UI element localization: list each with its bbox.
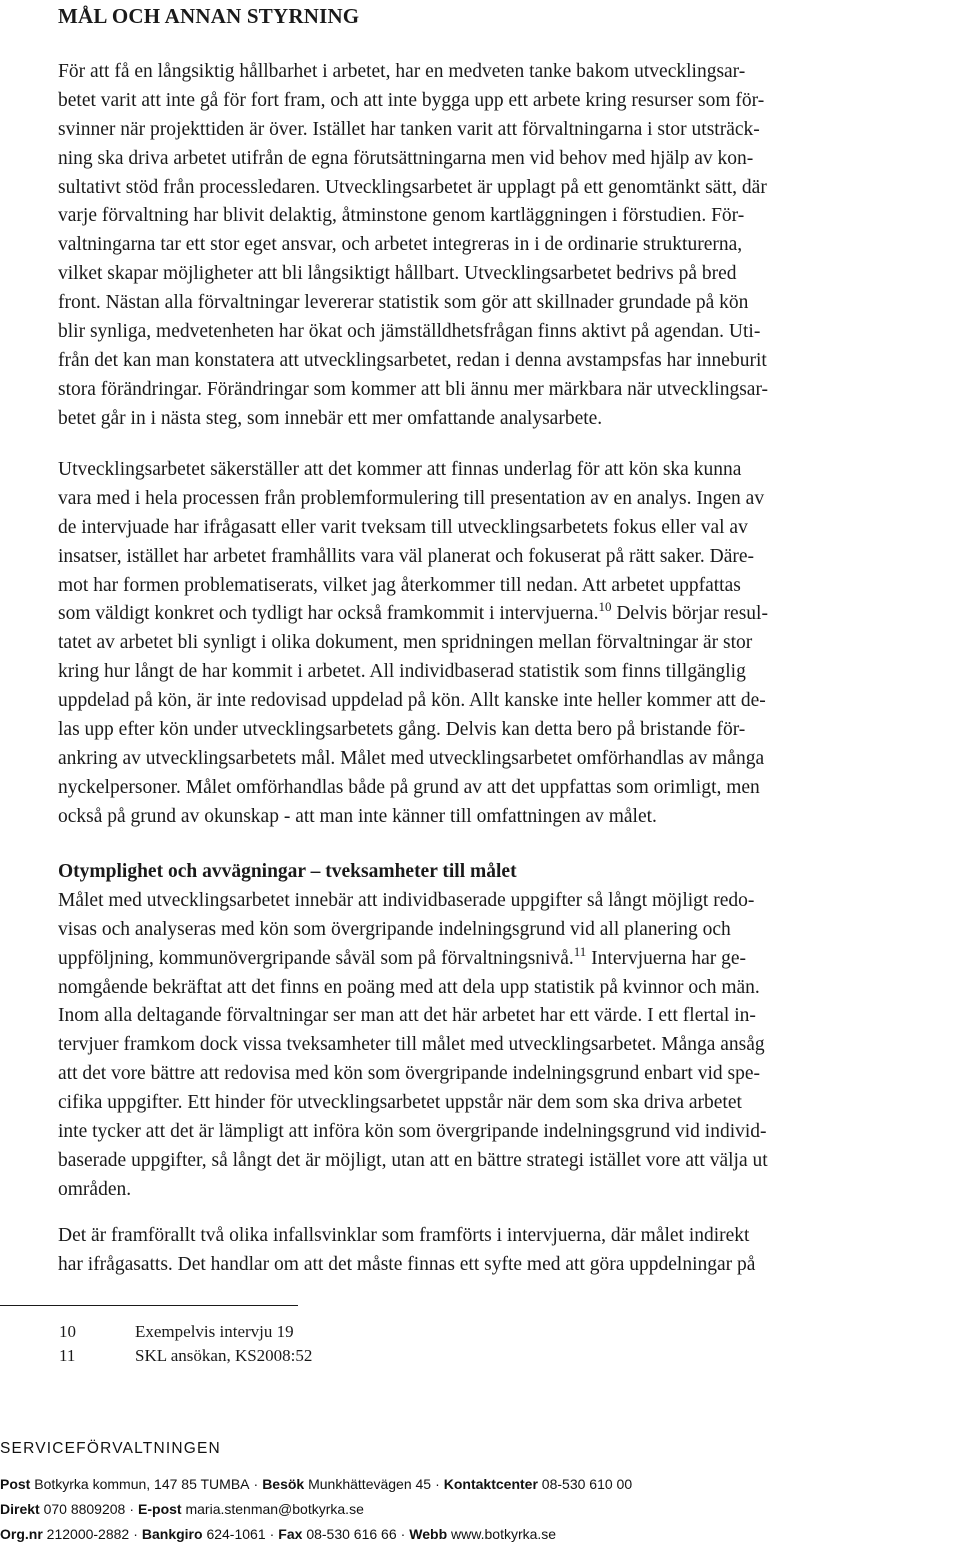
text-line: nomgående bekräftat att det finns en poäng med att dela upp statistik på kvinnor och män. [58,976,760,998]
footnote-divider [0,1305,298,1306]
post-label: Post [0,1476,31,1492]
text-line: cifika uppgifter. Ett hinder för utvecklingsarbetet uppstår när dem som ska driva arbetet [58,1092,742,1114]
separator: · [133,1526,138,1542]
footnote-reference[interactable]: 10 [598,599,612,615]
separator: · [435,1476,440,1492]
text-line: ning ska driva arbetet utifrån de egna förutsättningarna men vid behov med hjälp av kon- [58,147,754,169]
section-heading: MÅL OCH ANNAN STYRNING [58,4,360,28]
text-line: Det är framförallt två olika infallsvinklar som framförts i intervjuerna, där målet indirekt [58,1225,750,1246]
text-line: svinner när projekttiden är över. Istället har tanken varit att förvaltningarna i stor utsträck- [58,118,760,140]
footnotes [59,1320,312,1368]
text-line: vara med i hela processen från problemformulering till presentation av en analys. Ingen av [58,487,765,509]
paragraph-1 [58,58,958,434]
text-line: de intervjuade har ifrågasatt eller varit tveksam till utvecklingsarbetets fokus eller val av [58,516,748,538]
text-line-with-footnote [58,600,958,629]
bankgiro-label: Bankgiro [141,1526,203,1542]
paragraph-2 [58,456,958,832]
text-line: tervjuer framkom dock vissa tveksamheter till målet med utvecklingsarbetet. Många ansåg [58,1034,765,1056]
text-line: blir synliga, medvetenheten har ökat och jämställdhetsfrågan finns aktivt på agendan. Uti- [58,321,761,343]
direct-label: Direkt [0,1501,40,1517]
text-line: betet går in i nästa steg, som innebär ett mer omfattande analysarbete. [58,407,603,429]
text-line: front. Nästan alla förvaltningar levererar statistik som gör att skillnader grundade på kön [58,292,749,314]
fax-value: 08-530 616 66 [306,1526,397,1542]
text-line: ankring av utvecklingsarbetets mål. Målet med utvecklingsarbetet omförhandlas av många [58,747,765,769]
text-line: vilket skapar möjligheter att bli långsiktigt hållbart. Utvecklingsarbetet bedrivs på bred [58,263,737,285]
text-line: stora förändringar. Förändringar som kommer att bli ännu mer märkbara när utvecklingsar- [58,378,769,400]
footnote-number: 10 [59,1322,76,1341]
web-link[interactable]: www.botkyrka.se [451,1526,557,1542]
text-line-with-footnote [58,945,958,974]
email-link[interactable]: maria.stenman@botkyrka.se [185,1501,364,1517]
footnote-number: 11 [59,1346,76,1365]
fax-label: Fax [278,1526,303,1542]
text-line: las upp efter kön under utvecklingsarbetets gång. Delvis kan detta bero på bristande för- [58,719,746,741]
paragraph-3 [58,858,958,1205]
department-name: SERVICEFÖRVALTNINGEN [0,1440,221,1457]
text-line: baserade uppgifter, så långt det är möjligt, utan att en bättre strategi istället vore att välja ut [58,1149,768,1171]
text-line: uppdelad på kön, är inte redovisad uppdelad på kön. Allt kanske inte heller kommer att de- [58,690,766,712]
visit-value: Munkhättevägen 45 [308,1476,432,1492]
text-line: inte tycker att det är lämpligt att införa kön som övergripande indelningsgrund vid individ- [58,1121,767,1143]
footnote-text: Exempelvis intervju 19 [135,1322,294,1341]
text-line: Utvecklingsarbetet säkerställer att det kommer att finnas underlag för att kön ska kunna [58,459,742,480]
text-line: tatet av arbetet bli synligt i olika dokument, men spridningen mellan förvaltningar är stor [58,632,753,654]
text-line: har ifrågasatts. Det handlar om att det måste finnas ett syfte med att göra uppdelningar på [58,1253,756,1275]
paragraph-4 [58,1222,958,1280]
orgnr-value: 212000-2882 [46,1526,130,1542]
text-line: också på grund av okunskap - att man inte känner till omfattningen av målet. [58,805,657,827]
text-line: nyckelpersoner. Målet omförhandlas både på grund av att det uppfattas som orimligt, men [58,776,760,798]
text-line: insatser, istället har arbetet framhållits vara väl planerat och fokuserat på rätt saker. Däre- [58,545,755,567]
footnote-item [59,1344,312,1368]
footer-contact-row [0,1501,364,1517]
text-line: För att få en långsiktig hållbarhet i arbetet, har en medveten tanke bakom utvecklingsar- [58,61,746,82]
bankgiro-value: 624-1061 [206,1526,266,1542]
contact-label: Kontaktcenter [443,1476,538,1492]
separator: · [400,1526,406,1542]
text-line: kring hur långt de har kommit i arbetet. All individbaserad statistik som finns tillgänglig [58,661,746,683]
text-line: Inom alla deltagande förvaltningar ser man att det här arbetet har ett värde. I ett flertal in- [58,1005,756,1027]
footer-registration-row [0,1526,556,1542]
text-line: mot har formen problematiserats, vilket jag återkommer till nedan. Att arbetet uppfattas [58,574,741,596]
contact-value: 08-530 610 00 [541,1476,633,1492]
separator: · [253,1476,259,1492]
footnote-reference[interactable]: 11 [573,943,587,959]
footer-address-row [0,1476,632,1492]
text-line: områden. [58,1178,132,1200]
text-segment: Delvis börjar resul- [611,603,768,625]
text-segment: uppföljning, kommunövergripande såväl som på förvaltningsnivå. [58,947,574,969]
footnote-text: SKL ansökan, KS2008:52 [135,1346,313,1365]
text-line: betet varit att inte gå för fort fram, och att inte bygga upp ett arbete kring resurser som för- [58,89,765,111]
text-line: att det vore bättre att redovisa med kön som övergripande indelningsgrund enbart vid spe- [58,1063,760,1085]
text-segment: som väldigt konkret och tydligt har också framkommit i intervjuerna. [58,603,599,625]
text-line: från det kan man konstatera att utvecklingsarbetet, redan i denna avstampsfas har inneburit [58,349,767,371]
orgnr-label: Org.nr [0,1526,43,1542]
footnote-item [59,1320,312,1344]
text-line: Målet med utvecklingsarbetet innebär att individbaserade uppgifter så långt möjligt redo- [58,889,755,911]
separator: · [129,1501,135,1517]
web-label: Webb [409,1526,448,1542]
text-line: varje förvaltning har blivit delaktig, åtminstone genom kartläggningen i förstudien. För- [58,205,745,227]
separator: · [269,1526,275,1542]
visit-label: Besök [262,1476,305,1492]
direct-phone: 070 8809208 [43,1501,126,1517]
subheading: Otymplighet och avvägningar – tveksamheter till målet [58,861,517,882]
text-line: valtningarna tar ett stor eget ansvar, och arbetet integreras in i de ordinarie strukturerna, [58,234,743,256]
text-line: visas och analyseras med kön som övergripande indelningsgrund vid all planering och [58,918,731,940]
post-value: Botkyrka kommun, 147 85 TUMBA [34,1476,250,1492]
text-segment: Intervjuerna har ge- [586,947,747,969]
email-label: E-post [138,1501,182,1517]
text-line: sultativt stöd från processledaren. Utvecklingsarbetet är upplagt på ett genomtänkt sätt, där [58,176,767,198]
